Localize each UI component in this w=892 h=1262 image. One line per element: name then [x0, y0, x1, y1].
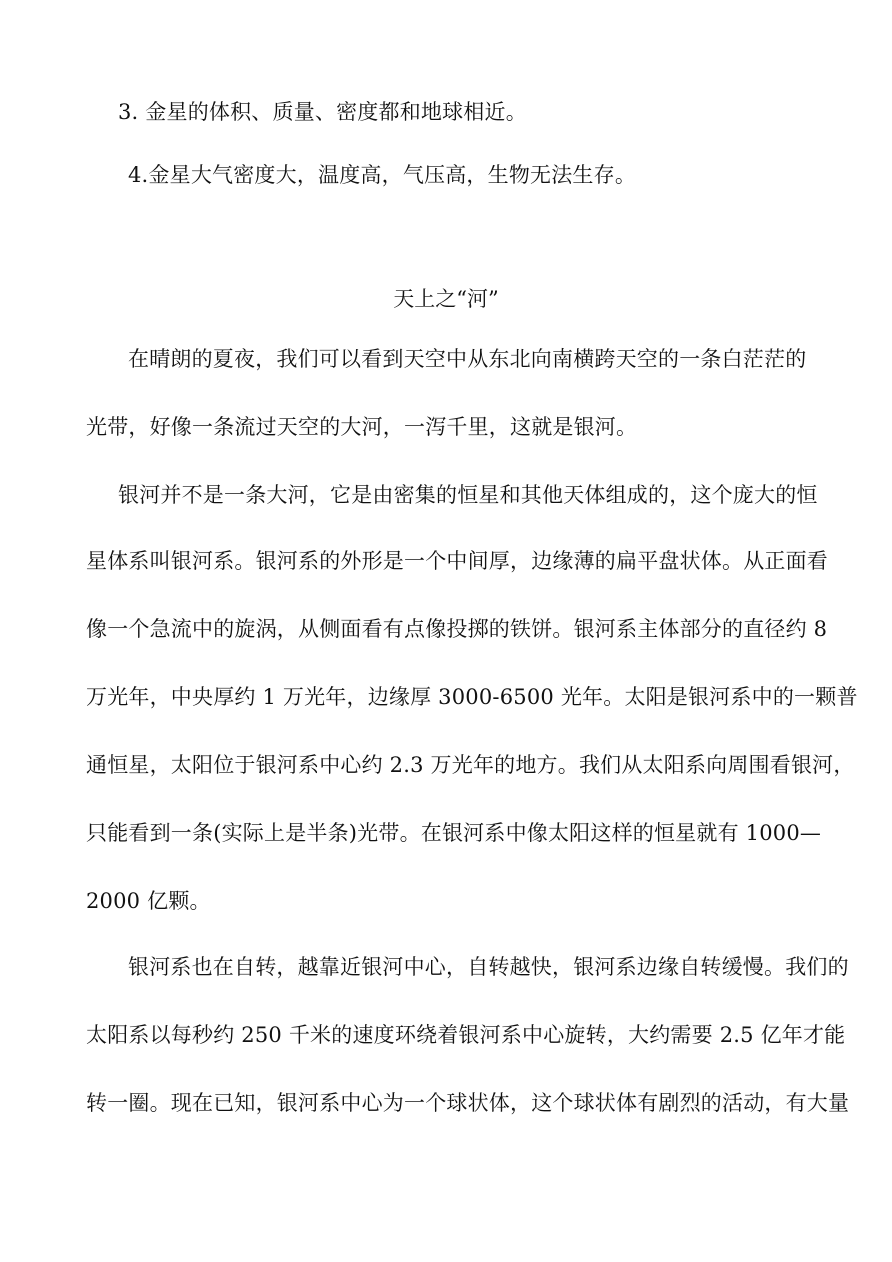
paragraph-2-line-1: 银河并不是一条大河，它是由密集的恒星和其他天体组成的，这个庞大的恒: [118, 483, 818, 507]
list-item-3: 3. 金星的体积、质量、密度都和地球相近。: [118, 100, 527, 124]
paragraph-3-line-3: 转一圈。现在已知，银河系中心为一个球状体，这个球状体有剧烈的活动，有大量: [86, 1091, 850, 1115]
paragraph-1-line-2: 光带，好像一条流过天空的大河，一泻千里，这就是银河。: [86, 415, 638, 439]
paragraph-2-line-4: 万光年，中央厚约 1 万光年，边缘厚 3000-6500 光年。太阳是银河系中的一颗普: [86, 685, 858, 709]
paragraph-2-line-6: 只能看到一条(实际上是半条)光带。在银河系中像太阳这样的恒星就有 1000—: [86, 821, 822, 845]
section-title: 天上之“河”: [393, 287, 499, 311]
paragraph-2-line-2: 星体系叫银河系。银河系的外形是一个中间厚，边缘薄的扁平盘状体。从正面看: [86, 549, 828, 573]
paragraph-1-line-1: 在晴朗的夏夜，我们可以看到天空中从东北向南横跨天空的一条白茫茫的: [128, 347, 807, 371]
paragraph-3-line-1: 银河系也在自转，越靠近银河中心，自转越快，银河系边缘自转缓慢。我们的: [128, 955, 849, 979]
paragraph-2-line-7: 2000 亿颗。: [86, 889, 211, 913]
paragraph-3-line-2: 太阳系以每秒约 250 千米的速度环绕着银河系中心旋转，大约需要 2.5 亿年才能: [86, 1023, 846, 1047]
paragraph-2-line-3: 像一个急流中的旋涡，从侧面看有点像投掷的铁饼。银河系主体部分的直径约 8: [86, 617, 828, 641]
paragraph-2-line-5: 通恒星，太阳位于银河系中心约 2.3 万光年的地方。我们从太阳系向周围看银河，: [86, 753, 855, 777]
list-item-4: 4.金星大气密度大，温度高，气压高，生物无法生存。: [128, 163, 637, 187]
